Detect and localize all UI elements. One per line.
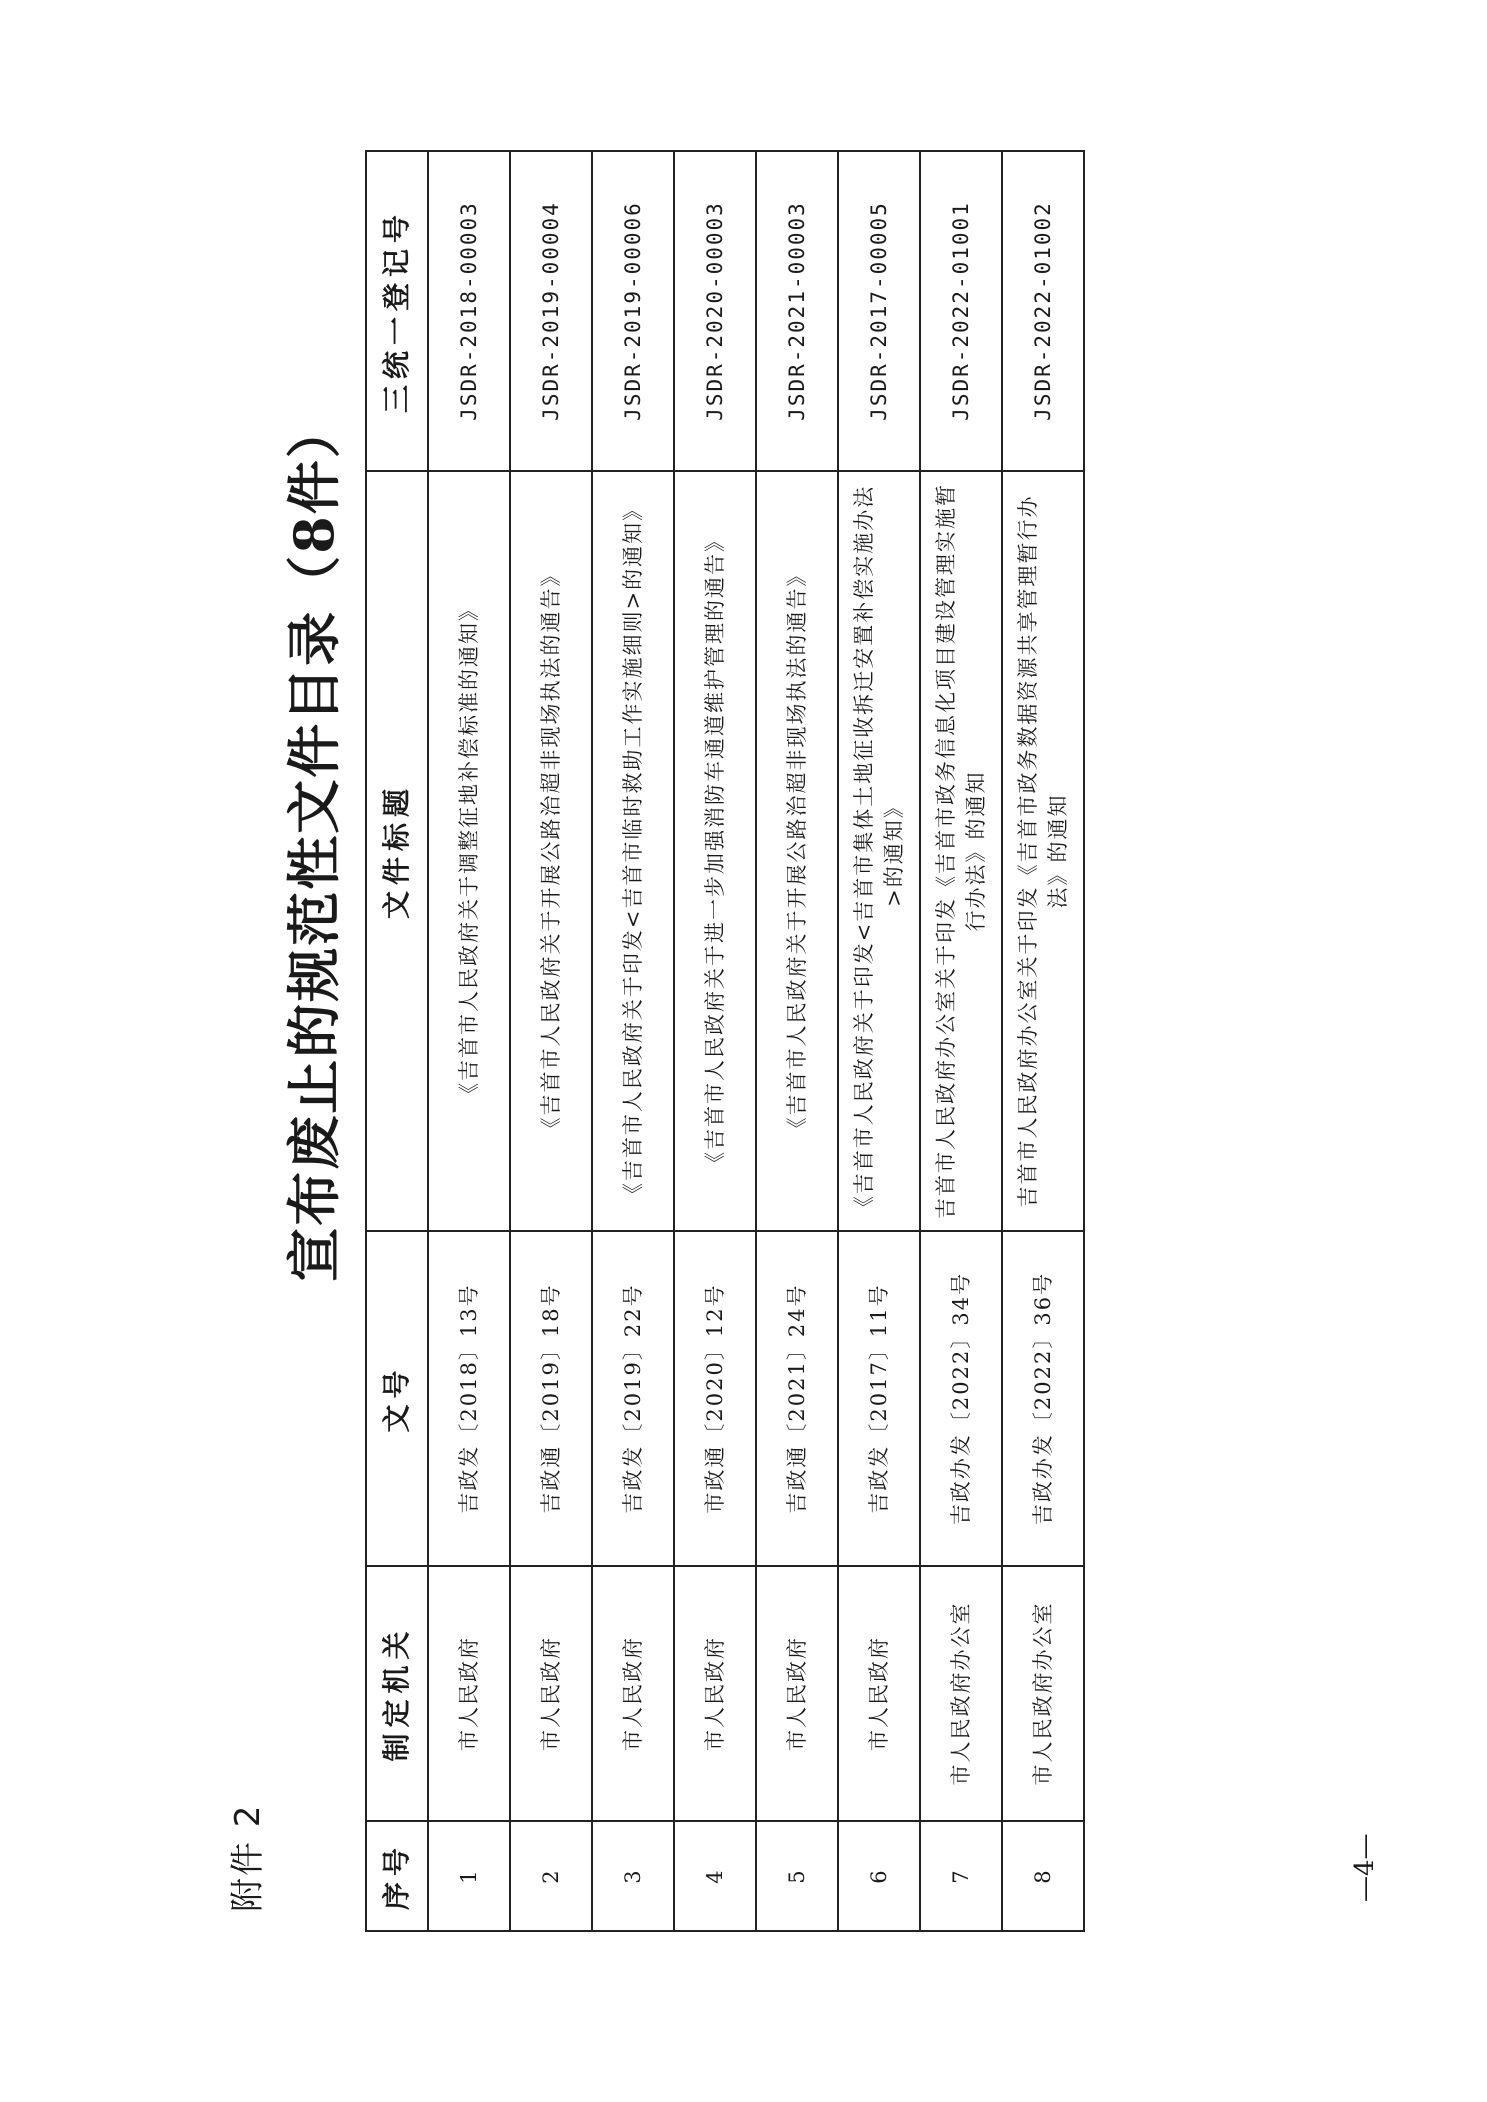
cell-title: 《吉首市人民政府关于印发<吉首市集体土地征收拆迁安置补偿实施办法>的通知》 [838,471,920,1231]
cell-reg-no: JSDR-2019-00006 [592,151,674,471]
cell-doc-no: 吉政发〔2018〕13号 [428,1231,510,1566]
cell-reg-no: JSDR-2017-00005 [838,151,920,471]
cell-org: 市人民政府 [674,1566,756,1821]
table-row [592,151,674,1931]
cell-doc-no: 吉政发〔2019〕22号 [592,1231,674,1566]
header-doc-no: 文号 [366,1231,428,1566]
cell-title: 吉首市人民政府办公室关于印发《吉首市政务信息化项目建设管理实施暂行办法》的通知 [920,471,1002,1231]
cell-seq: 5 [756,1821,838,1931]
table-row [510,151,592,1931]
cell-org: 市人民政府 [592,1566,674,1821]
cell-seq: 3 [592,1821,674,1931]
cell-reg-no: JSDR-2022-01002 [1002,151,1084,471]
cell-title: 吉首市人民政府办公室关于印发《吉首市政务数据资源共享管理暂行办法》的通知 [1002,471,1084,1231]
cell-reg-no: JSDR-2020-00003 [674,151,756,471]
cell-org: 市人民政府 [838,1566,920,1821]
cell-org: 市人民政府 [756,1566,838,1821]
table-header-row [366,151,428,1931]
cell-doc-no: 吉政办发〔2022〕34号 [920,1231,1002,1566]
cell-title: 《吉首市人民政府关于进一步加强消防车通道维护管理的通告》 [674,471,756,1231]
cell-seq: 1 [428,1821,510,1931]
cell-doc-no: 吉政通〔2021〕24号 [756,1231,838,1566]
cell-doc-no: 吉政办发〔2022〕36号 [1002,1231,1084,1566]
document-catalog-table [365,150,1085,1932]
cell-doc-no: 吉政通〔2019〕18号 [510,1231,592,1566]
cell-reg-no: JSDR-2019-00004 [510,151,592,471]
cell-org: 市人民政府办公室 [1002,1566,1084,1821]
table-row [1002,151,1084,1931]
header-title: 文件标题 [366,471,428,1231]
cell-title: 《吉首市人民政府关于开展公路治超非现场执法的通告》 [756,471,838,1231]
header-reg-no: 三统一登记号 [366,151,428,471]
cell-title: 《吉首市人民政府关于调整征地补偿标准的通知》 [428,471,510,1231]
table-row [920,151,1002,1931]
cell-seq: 2 [510,1821,592,1931]
table-row [428,151,510,1931]
cell-reg-no: JSDR-2018-00003 [428,151,510,471]
cell-seq: 6 [838,1821,920,1931]
cell-seq: 8 [1002,1821,1084,1931]
cell-org: 市人民政府 [510,1566,592,1821]
header-org: 制定机关 [366,1566,428,1821]
page-title: 宣布废止的规范性文件目录（8件） [282,402,346,1282]
cell-org: 市人民政府 [428,1566,510,1821]
cell-reg-no: JSDR-2021-00003 [756,151,838,471]
table-row [756,151,838,1931]
table-row [674,151,756,1931]
cell-doc-no: 吉政发〔2017〕11号 [838,1231,920,1566]
cell-title: 《吉首市人民政府关于开展公路治超非现场执法的通告》 [510,471,592,1231]
cell-title: 《吉首市人民政府关于印发<吉首市临时救助工作实施细则>的通知》 [592,471,674,1231]
attachment-label: 附件 2 [228,1803,268,1912]
cell-doc-no: 市政通〔2020〕12号 [674,1231,756,1566]
header-seq: 序号 [366,1821,428,1931]
cell-reg-no: JSDR-2022-01001 [920,151,1002,471]
cell-seq: 7 [920,1821,1002,1931]
page-number: —4— [1350,1833,1380,1902]
cell-org: 市人民政府办公室 [920,1566,1002,1821]
table-row [838,151,920,1931]
cell-seq: 4 [674,1821,756,1931]
